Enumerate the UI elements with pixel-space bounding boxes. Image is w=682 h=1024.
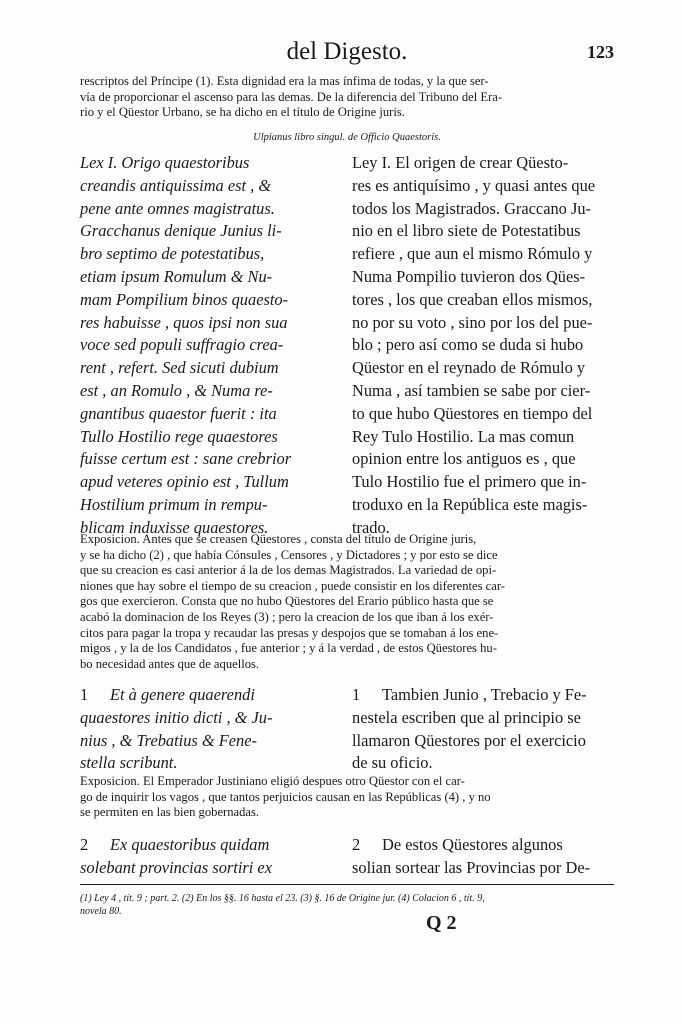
latin-line: Gracchanus denique Junius li- bbox=[80, 221, 282, 241]
latin-text: Ex quaestoribus quidam bbox=[110, 835, 270, 854]
spanish-line: tores , los que creaban ellos mismos, bbox=[352, 289, 593, 309]
spanish-line: opinion entre los antiguos es , que bbox=[352, 449, 576, 469]
footnote-divider bbox=[80, 884, 614, 885]
spanish-line: Rey Tulo Hostilio. La mas comun bbox=[352, 426, 575, 446]
exposition-line: citos para pagar la tropa y recaudar las presas y despojos que se tomaban á los ene- bbox=[80, 625, 499, 640]
exposition-paragraph bbox=[80, 532, 614, 672]
latin-line: res habuisse , quos ipsi non sua bbox=[80, 312, 288, 332]
spanish-line bbox=[352, 834, 614, 857]
latin-line: gnantibus quaestor fuerit : ita bbox=[80, 403, 277, 423]
exposition-line: gos que exercieron. Consta que no hubo Qüestores del Erario público hasta que se bbox=[80, 594, 494, 609]
latin-line: rent , refert. Sed sicuti dubium bbox=[80, 358, 279, 378]
latin-line: Tullo Hostilio rege quaestores bbox=[80, 426, 278, 446]
exposition-line: Exposicion. Antes que se creasen Qüestores , consta del título de Origine juris, bbox=[80, 532, 477, 546]
spanish-line: to que hubo Qüestores en tiempo del bbox=[352, 403, 593, 423]
spanish-line: Tulo Hostilio fue el primero que in- bbox=[352, 472, 587, 492]
latin-line: Lex I. Origo quaestoribus bbox=[80, 153, 250, 172]
intro-line: rescriptos del Príncipe (1). Esta dignidad era la mas ínfima de todas, y la que ser- bbox=[80, 74, 489, 88]
spanish-line: trado. bbox=[352, 517, 390, 537]
spanish-line: nestela escriben que al principio se bbox=[352, 707, 581, 727]
spanish-line: Ley I. El origen de crear Qüesto- bbox=[352, 153, 569, 172]
spanish-line: de su oficio. bbox=[352, 753, 433, 773]
exposition-paragraph bbox=[80, 774, 614, 821]
exposition-line: se permiten en las bien gobernadas. bbox=[80, 805, 260, 820]
spanish-text: Tambien Junio , Trebacio y Fe- bbox=[382, 685, 587, 704]
running-title: del Digesto. bbox=[286, 38, 408, 65]
intro-paragraph bbox=[80, 74, 614, 121]
latin-line: nius , & Trebatius & Fene- bbox=[80, 730, 257, 750]
latin-line: quaestores initio dicti , & Ju- bbox=[80, 707, 273, 727]
exposition-line: acabó la dominacion de los Reyes (3) ; pero la creacion de los que iban á los exér- bbox=[80, 609, 494, 624]
latin-line: voce sed populi suffragio crea- bbox=[80, 335, 284, 355]
spanish-line: no por su voto , sino por los del pue- bbox=[352, 312, 593, 332]
spanish-line bbox=[352, 684, 614, 707]
spanish-line: troduxo en la República este magis- bbox=[352, 494, 588, 514]
latin-line: mam Pompilium binos quaesto- bbox=[80, 289, 289, 309]
latin-line: pene ante omnes magistratus. bbox=[80, 198, 275, 218]
intro-line: vía de proporcionar el ascenso para las demas. De la diferencia del Tribuno del Era- bbox=[80, 89, 503, 104]
spanish-line: nio en el libro siete de Potestatibus bbox=[352, 221, 581, 241]
latin-line: Hostilium primum in rempu- bbox=[80, 494, 268, 514]
page bbox=[80, 0, 614, 1024]
spanish-line: res es antiquísimo , y quasi antes que bbox=[352, 175, 596, 195]
law2-latin-column bbox=[80, 684, 330, 775]
paragraph-number: 2 bbox=[352, 835, 361, 854]
paragraph-number: 2 bbox=[80, 835, 89, 854]
latin-line: etiam ipsum Romulum & Nu- bbox=[80, 266, 273, 286]
latin-line: fuisse certum est : sane crebrior bbox=[80, 449, 292, 469]
latin-line: solebant provincias sortiri ex bbox=[80, 857, 272, 877]
law2-spanish-column bbox=[352, 684, 614, 775]
latin-line: stella scribunt. bbox=[80, 753, 178, 773]
exposition-line: go de inquirir los vagos , que tantos perjuicios causan en las Repúblicas (4) , y no bbox=[80, 789, 491, 804]
latin-line: bro septimo de potestatibus, bbox=[80, 244, 265, 264]
exposition-line: Exposicion. El Emperador Justiniano eligió despues otro Qüestor con el car- bbox=[80, 774, 465, 788]
paragraph-number: 1 bbox=[352, 685, 361, 704]
spanish-text: De estos Qüestores algunos bbox=[382, 835, 563, 854]
exposition-line: que su creacion es casi anterior á la de los demas Magistrados. La variedad de opi- bbox=[80, 563, 497, 578]
footnote-line: (1) Ley 4 , tít. 9 ; part. 2. (2) En los §§. 16 hasta el 23. (3) §. 16 de Origine jur. (4) Colacion 6 , tít. 9, bbox=[80, 893, 485, 904]
exposition-line: niones que hay sobre el tiempo de su creacion , puede consistir en los diferentes car- bbox=[80, 578, 505, 593]
spanish-line: Numa Pompilio tuvieron dos Qües- bbox=[352, 266, 586, 286]
page-number: 123 bbox=[587, 42, 614, 62]
footnotes bbox=[80, 892, 614, 918]
exposition-line: migos , y la de los Candidatos , fue anterior ; y á la verdad , de estos Qüestores hu- bbox=[80, 641, 497, 656]
spanish-line: todos los Magistrados. Graccano Ju- bbox=[352, 198, 591, 218]
law1-spanish-column bbox=[352, 152, 614, 540]
source-citation: Ulpianus libro singul. de Officio Quaestoris. bbox=[253, 132, 441, 143]
latin-line: apud veteres opinio est , Tullum bbox=[80, 472, 289, 492]
footnote-line: novela 80. bbox=[80, 906, 122, 917]
paragraph-number: 1 bbox=[80, 685, 89, 704]
exposition-line: y se ha dicho (2) , que había Cónsules , Censores , y Dictadores ; y por esto se dice bbox=[80, 547, 498, 562]
latin-line: creandis antiquissima est , & bbox=[80, 175, 272, 195]
spanish-line: llamaron Qüestores por el exercicio bbox=[352, 730, 586, 750]
law3-latin-column bbox=[80, 834, 330, 880]
spanish-line: Qüestor en el reynado de Rómulo y bbox=[352, 358, 586, 378]
spanish-line: blo ; pero así como se duda si hubo bbox=[352, 335, 584, 355]
signature-mark: Q 2 bbox=[426, 912, 457, 934]
page-header bbox=[80, 32, 614, 72]
latin-line bbox=[80, 684, 330, 707]
latin-line: blicam induxisse quaestores. bbox=[80, 517, 269, 537]
law3-spanish-column bbox=[352, 834, 614, 880]
latin-text: Et à genere quaerendi bbox=[110, 685, 255, 704]
latin-line bbox=[80, 834, 330, 857]
intro-line: rio y el Qüestor Urbano, se ha dicho en el título de Origine juris. bbox=[80, 105, 405, 120]
latin-line: est , an Romulo , & Numa re- bbox=[80, 380, 273, 400]
exposition-line: bo necesidad antes que de aquellos. bbox=[80, 656, 260, 671]
spanish-line: solian sortear las Provincias por De- bbox=[352, 857, 591, 877]
law1-latin-column bbox=[80, 152, 330, 540]
spanish-line: Numa , así tambien se sabe por cier- bbox=[352, 380, 591, 400]
spanish-line: refiere , que aun el mismo Rómulo y bbox=[352, 244, 593, 264]
